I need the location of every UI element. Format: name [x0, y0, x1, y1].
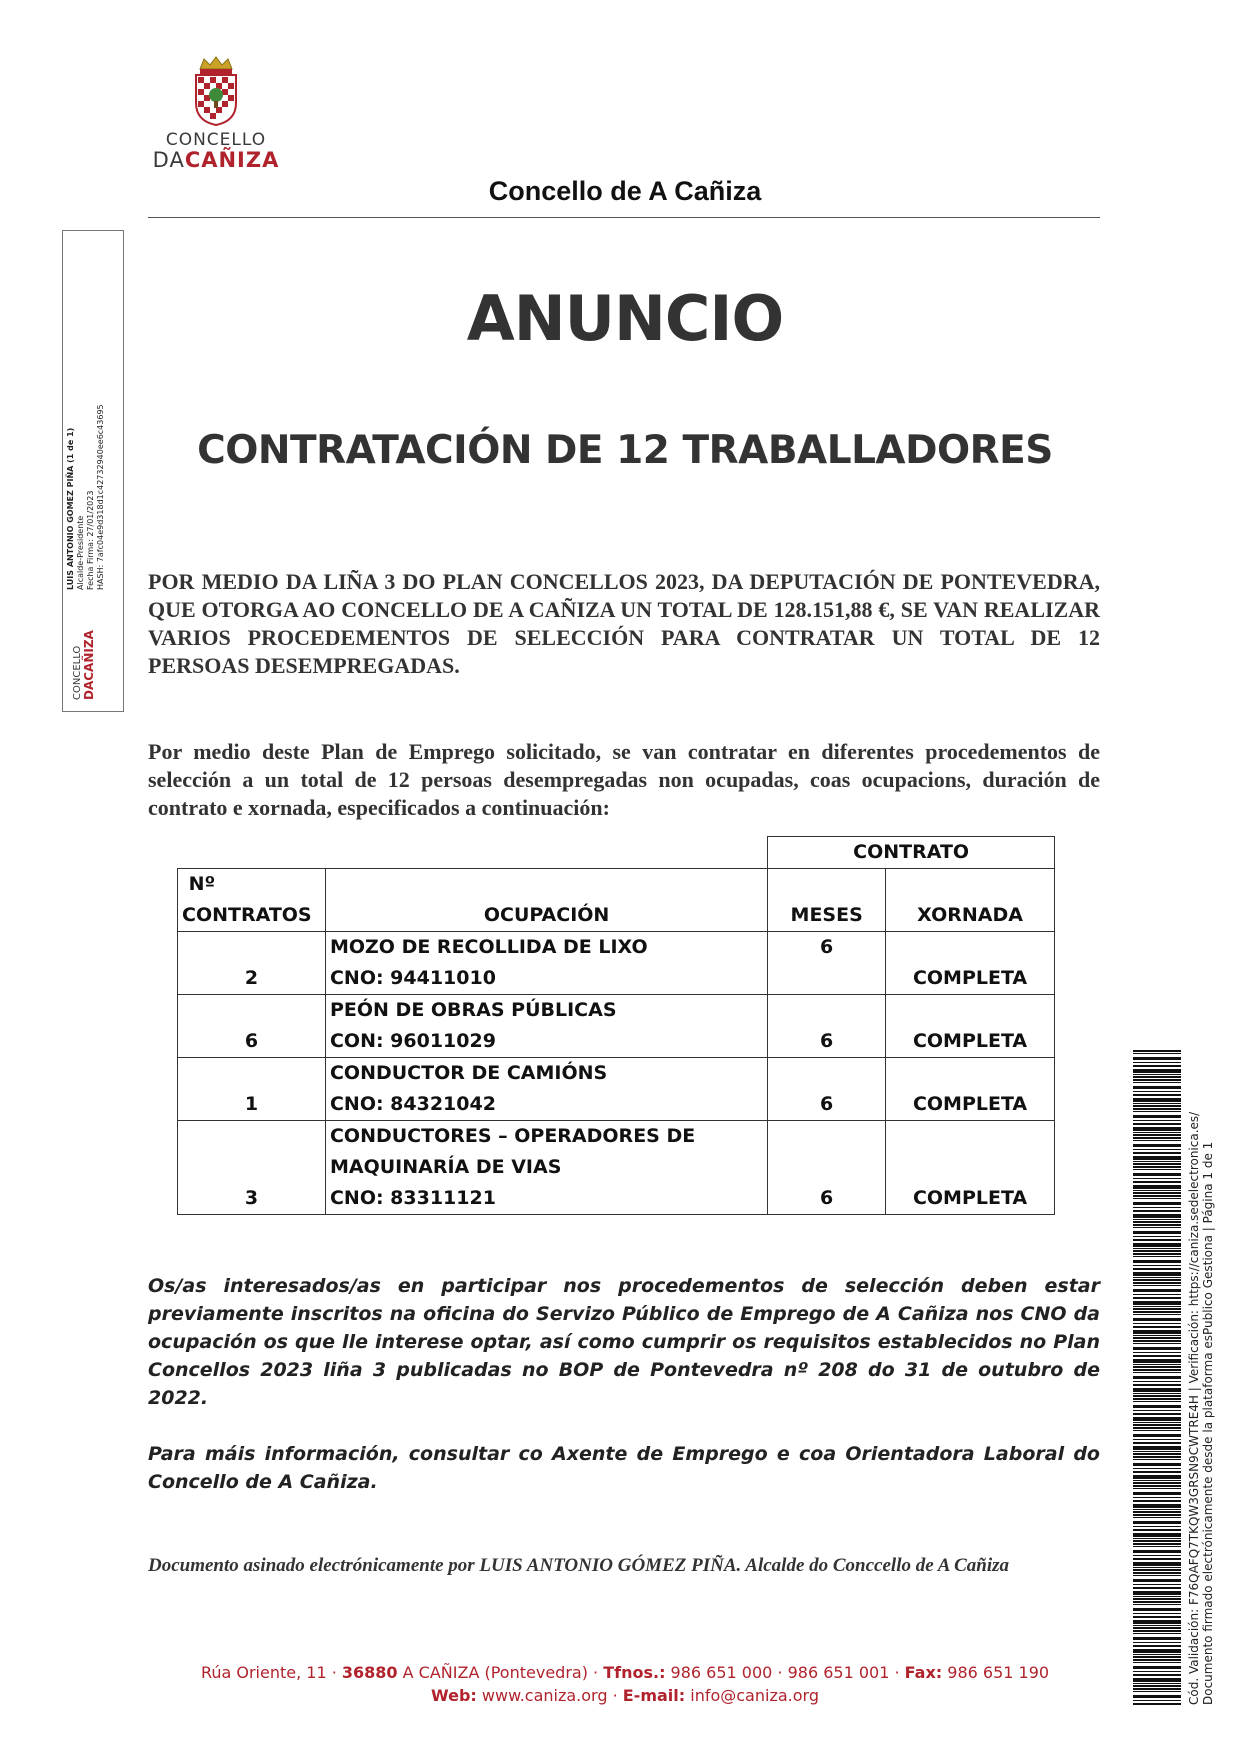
barcode-stripe [1133, 1285, 1181, 1286]
barcode-stripe [1133, 1533, 1181, 1537]
barcode-stripe [1133, 1446, 1181, 1450]
barcode-stripe [1133, 1398, 1181, 1400]
barcode-stripe [1133, 1195, 1181, 1197]
barcode-stripe [1133, 1439, 1181, 1440]
barcode-stripe [1133, 1337, 1181, 1339]
barcode-stripe [1133, 1645, 1181, 1647]
cell-meses: 6 [768, 1058, 886, 1121]
barcode-stripe [1133, 1656, 1181, 1658]
barcode-stripe [1133, 1134, 1181, 1136]
barcode-stripe [1133, 1691, 1181, 1692]
barcode-stripe [1133, 1318, 1181, 1321]
barcode-stripe [1133, 1364, 1181, 1365]
barcode-stripe [1133, 1430, 1181, 1431]
barcode-stripe [1133, 1468, 1181, 1469]
cell-meses: 6 [768, 1121, 886, 1215]
logo-text-concello: CONCELLO [165, 130, 267, 150]
barcode-stripe [1133, 1082, 1181, 1083]
barcode-stripe [1133, 1253, 1181, 1255]
col-header-n-contratos: Nº CONTRATOS [178, 869, 326, 932]
footer-address: Rúa Oriente, 11 · 36880 A CAÑIZA (Pontevedra) · Tfnos.: 986 651 000 · 986 651 001 · Fax: 986 651 190 [200, 1663, 1050, 1682]
barcode-stripe [1133, 1526, 1181, 1527]
barcode-stripe [1133, 1413, 1181, 1415]
barcode-stripe [1133, 1427, 1181, 1429]
barcode-stripe [1133, 1637, 1181, 1640]
barcode-stripe [1133, 1410, 1181, 1411]
barcode-stripe [1133, 1700, 1181, 1701]
barcode-stripe [1133, 1475, 1181, 1479]
table-row [178, 932, 1055, 995]
barcode-stripe [1133, 1627, 1181, 1629]
barcode-stripe [1133, 1422, 1181, 1423]
barcode-stripe [1133, 1546, 1181, 1547]
barcode-stripe [1133, 1123, 1181, 1125]
barcode-stripe [1133, 1376, 1181, 1379]
barcode-stripe [1133, 1558, 1181, 1560]
barcode-stripe [1133, 1355, 1181, 1357]
barcode-stripe [1133, 1268, 1181, 1270]
barcode-stripe [1133, 1239, 1181, 1241]
signature-stamp-text: LUIS ANTONIO GOMEZ PIÑA (1 de 1) Alcalde-Presidente Fecha Firma: 27/01/2023 HASH: 7afc04e9d318d1c42732940ee6c43695 [66, 404, 105, 590]
barcode-stripe [1133, 1434, 1181, 1437]
barcode-stripe [1133, 1642, 1181, 1643]
barcode-stripe [1133, 1456, 1181, 1458]
contracts-table [177, 836, 1055, 1215]
barcode-stripe [1133, 1567, 1181, 1568]
barcode-stripe [1133, 1685, 1181, 1687]
barcode-stripe [1133, 1062, 1181, 1063]
barcode-stripe [1133, 1111, 1181, 1112]
info-paragraph: Para máis información, consultar co Axente de Emprego e coa Orientadora Laboral do Concello de A Cañiza. [148, 1443, 1100, 1493]
barcode-stripe [1133, 1181, 1181, 1183]
barcode-stripe [1133, 1050, 1181, 1052]
col-header-xornada: XORNADA [886, 869, 1055, 932]
barcode-stripe [1133, 1076, 1181, 1078]
barcode-stripe [1133, 1703, 1181, 1705]
barcode-stripe [1133, 1250, 1181, 1252]
barcode-stripe [1133, 1326, 1181, 1328]
barcode-stripe [1133, 1659, 1181, 1661]
signature-stamp-logo: CONCELLO DACAÑIZA [72, 630, 96, 700]
header-divider [148, 217, 1100, 218]
barcode-stripe [1133, 1405, 1181, 1408]
barcode-stripe [1133, 1591, 1181, 1595]
barcode-stripe [1133, 1161, 1181, 1162]
barcode-stripe [1133, 1608, 1181, 1611]
barcode-stripe [1133, 1511, 1181, 1513]
barcode-stripe [1133, 1069, 1181, 1073]
barcode-stripe [1133, 1616, 1181, 1618]
cell-xornada: COMPLETA [886, 995, 1055, 1058]
barcode-stripe [1133, 1053, 1181, 1054]
barcode-stripe [1133, 1277, 1181, 1278]
barcode-stripe [1133, 1219, 1181, 1220]
page-title: ANUNCIO [466, 282, 784, 355]
table-row [178, 1121, 1055, 1215]
cell-xornada: COMPLETA [886, 1121, 1055, 1215]
barcode-stripe [1133, 1127, 1181, 1131]
barcode-stripe [1133, 1057, 1181, 1060]
barcode-stripe [1133, 1492, 1181, 1495]
barcode-stripe [1133, 1509, 1181, 1510]
logo-text-caniza: DACAÑIZA [152, 148, 280, 172]
barcode-stripe [1133, 1335, 1181, 1336]
validation-barcode [1133, 1050, 1181, 1705]
table-header-row [178, 869, 1055, 932]
barcode-stripe [1133, 1451, 1181, 1452]
barcode-stripe [1133, 1488, 1181, 1489]
cell-n: 3 [178, 1121, 326, 1215]
barcode-stripe [1133, 1630, 1181, 1632]
barcode-stripe [1133, 1572, 1181, 1574]
barcode-stripe [1133, 1453, 1181, 1455]
barcode-stripe [1133, 1198, 1181, 1199]
barcode-stripe [1133, 1120, 1181, 1121]
barcode-stripe [1133, 1683, 1181, 1684]
barcode-stripe [1133, 1079, 1181, 1081]
barcode-stripe [1133, 1388, 1181, 1392]
barcode-stripe [1133, 1169, 1181, 1170]
barcode-stripe [1133, 1311, 1181, 1313]
barcode-stripe [1133, 1654, 1181, 1655]
cell-xornada: COMPLETA [886, 1058, 1055, 1121]
barcode-stripe [1133, 1543, 1181, 1545]
barcode-stripe [1133, 1395, 1181, 1397]
barcode-stripe [1133, 1401, 1181, 1402]
verification-text: Cód. Validación: F76QAFQ7TKQW3GRSN9CWTRE4H | Verificación: https://caniza.sedelectronica.es/ Documento firmado electrónicamente desde la plataforma esPublico Gestiona | Página 1 de 1 [1187, 1111, 1215, 1705]
barcode-stripe [1133, 1347, 1181, 1350]
barcode-stripe [1133, 1256, 1181, 1257]
barcode-stripe [1133, 1207, 1181, 1208]
intro-paragraph: POR MEDIO DA LIÑA 3 DO PLAN CONCELLOS 2023, DA DEPUTACIÓN DE PONTEVEDRA, QUE OTORGA AO CONCELLO DE A CAÑIZA UN TOTAL DE 128.151,88 €, SE VAN REALIZAR VARIOS PROCEDEMENTOS DE SELECCIÓN PARA CONTRATAR UN TOTAL DE 12 PERSOAS DESEMPREGADAS. [148, 569, 1100, 678]
contrato-group-header: CONTRATO [768, 837, 1055, 869]
barcode-stripe [1133, 1163, 1181, 1165]
barcode-stripe [1133, 1575, 1181, 1576]
cell-n: 2 [178, 932, 326, 995]
barcode-stripe [1133, 1471, 1181, 1473]
cell-n: 6 [178, 995, 326, 1058]
col-header-ocupacion: OCUPACIÓN [325, 869, 767, 932]
barcode-stripe [1133, 1514, 1181, 1516]
barcode-stripe [1133, 1260, 1181, 1263]
barcode-stripe [1133, 1202, 1181, 1205]
barcode-stripe [1133, 1243, 1181, 1247]
barcode-stripe [1133, 1190, 1181, 1191]
barcode-stripe [1133, 1424, 1181, 1426]
barcode-stripe [1133, 1562, 1181, 1566]
barcode-stripe [1133, 1149, 1181, 1150]
barcode-stripe [1133, 1214, 1181, 1218]
signature-paragraph: Documento asinado electrónicamente por LUIS ANTONIO GÓMEZ PIÑA. Alcalde do Conccello de A Cañiza [148, 1555, 1009, 1576]
barcode-stripe [1133, 1140, 1181, 1141]
barcode-stripe [1133, 1485, 1181, 1487]
barcode-stripe [1133, 1695, 1181, 1698]
barcode-stripe [1133, 1504, 1181, 1508]
cell-ocupacion: PEÓN DE OBRAS PÚBLICAS CON: 96011029 [325, 995, 767, 1058]
barcode-stripe [1133, 1091, 1181, 1092]
footer-email-link[interactable]: info@caniza.org [685, 1686, 819, 1705]
barcode-stripe [1133, 1579, 1181, 1582]
barcode-stripe [1133, 1265, 1181, 1266]
barcode-stripe [1133, 1601, 1181, 1603]
barcode-stripe [1133, 1666, 1181, 1669]
barcode-stripe [1133, 1210, 1181, 1212]
barcode-stripe [1133, 1620, 1181, 1624]
barcode-stripe [1133, 1369, 1181, 1371]
barcode-stripe [1133, 1625, 1181, 1626]
barcode-stripe [1133, 1227, 1181, 1228]
plan-paragraph: Por medio deste Plan de Emprego solicitado, se van contratar en diferentes procedementos de selección a un total de 12 persoas desempregadas non ocupadas, coas ocupacions, duración de contrato e xornada, especificados a continuación: [148, 739, 1100, 820]
barcode-stripe [1133, 1540, 1181, 1542]
barcode-stripe [1133, 1086, 1181, 1089]
page-subtitle: CONTRATACIÓN DE 12 TRABALLADORES [197, 428, 1053, 473]
barcode-stripe [1133, 1352, 1181, 1353]
barcode-stripe [1133, 1094, 1181, 1096]
barcode-stripe [1133, 1517, 1181, 1518]
barcode-stripe [1133, 1185, 1181, 1189]
barcode-stripe [1133, 1231, 1181, 1234]
barcode-stripe [1133, 1272, 1181, 1276]
barcode-stripe [1133, 1550, 1181, 1553]
barcode-stripe [1133, 1678, 1181, 1682]
barcode-stripe [1133, 1649, 1181, 1653]
barcode-stripe [1133, 1688, 1181, 1690]
barcode-stripe [1133, 1497, 1181, 1498]
table-group-header-row [178, 837, 1055, 869]
barcode-stripe [1133, 1442, 1181, 1444]
barcode-stripe [1133, 1366, 1181, 1368]
barcode-stripe [1133, 1569, 1181, 1571]
barcode-stripe [1133, 1173, 1181, 1176]
barcode-stripe [1133, 1301, 1181, 1305]
barcode-stripe [1133, 1308, 1181, 1310]
barcode-stripe [1133, 1384, 1181, 1386]
barcode-stripe [1133, 1323, 1181, 1324]
barcode-stripe [1133, 1417, 1181, 1421]
cell-meses: 6 [768, 995, 886, 1058]
footer-web-link[interactable]: www.caniza.org · [476, 1686, 623, 1705]
barcode-stripe [1133, 1156, 1181, 1160]
cell-n: 1 [178, 1058, 326, 1121]
cell-ocupacion: CONDUCTOR DE CAMIÓNS CNO: 84321042 [325, 1058, 767, 1121]
barcode-stripe [1133, 1074, 1181, 1075]
barcode-stripe [1133, 1521, 1181, 1524]
barcode-stripe [1133, 1098, 1181, 1102]
barcode-stripe [1133, 1306, 1181, 1307]
col-header-meses: MESES [768, 869, 886, 932]
barcode-stripe [1133, 1459, 1181, 1460]
cell-xornada: COMPLETA [886, 932, 1055, 995]
barcode-stripe [1133, 1633, 1181, 1634]
barcode-stripe [1133, 1115, 1181, 1118]
barcode-stripe [1133, 1224, 1181, 1226]
barcode-stripe [1133, 1236, 1181, 1237]
barcode-stripe [1133, 1137, 1181, 1139]
barcode-stripe [1133, 1555, 1181, 1556]
barcode-stripe [1133, 1178, 1181, 1179]
barcode-stripe [1133, 1598, 1181, 1600]
coat-of-arms-icon [190, 55, 242, 127]
cell-meses: 6 [768, 932, 886, 995]
barcode-stripe [1133, 1671, 1181, 1672]
barcode-stripe [1133, 1343, 1181, 1344]
barcode-stripe [1133, 1065, 1181, 1067]
barcode-stripe [1133, 1132, 1181, 1133]
table-row [178, 1058, 1055, 1121]
barcode-stripe [1133, 1192, 1181, 1194]
barcode-stripe [1133, 1221, 1181, 1223]
barcode-stripe [1133, 1108, 1181, 1110]
barcode-stripe [1133, 1674, 1181, 1676]
barcode-stripe [1133, 1604, 1181, 1605]
barcode-stripe [1133, 1500, 1181, 1502]
barcode-stripe [1133, 1279, 1181, 1281]
barcode-stripe [1133, 1340, 1181, 1342]
barcode-stripe [1133, 1538, 1181, 1539]
barcode-stripe [1133, 1152, 1181, 1154]
barcode-stripe [1133, 1587, 1181, 1589]
barcode-stripe [1133, 1330, 1181, 1334]
barcode-stripe [1133, 1393, 1181, 1394]
concello-logo [150, 55, 282, 180]
barcode-stripe [1133, 1372, 1181, 1373]
barcode-stripe [1133, 1314, 1181, 1315]
barcode-stripe [1133, 1103, 1181, 1104]
footer-contact: Web: www.caniza.org · E-mail: info@caniza.org [431, 1686, 819, 1705]
barcode-stripe [1133, 1248, 1181, 1249]
barcode-stripe [1133, 1662, 1181, 1663]
barcode-stripe [1133, 1144, 1181, 1147]
barcode-stripe [1133, 1529, 1181, 1531]
header-title: Concello de A Cañiza [488, 176, 762, 206]
table-row [178, 995, 1055, 1058]
barcode-stripe [1133, 1289, 1181, 1292]
barcode-stripe [1133, 1359, 1181, 1363]
barcode-stripe [1133, 1463, 1181, 1466]
barcode-stripe [1133, 1294, 1181, 1295]
barcode-stripe [1133, 1297, 1181, 1299]
barcode-stripe [1133, 1482, 1181, 1484]
barcode-stripe [1133, 1381, 1181, 1382]
barcode-stripe [1133, 1596, 1181, 1597]
barcode-stripe [1133, 1282, 1181, 1284]
barcode-stripe [1133, 1613, 1181, 1614]
barcode-stripe [1133, 1105, 1181, 1107]
barcode-stripe [1133, 1584, 1181, 1585]
requirements-paragraph: Os/as interesados/as en participar nos procedementos de selección deben estar previamente inscritos na oficina do Servizo Público de Emprego de A Cañiza nos CNO da ocupación os que lle interese optar, así como cumprir os requisitos establecidos no Plan Concellos 2023 liña 3 publicadas no BOP de Pontevedra nº 208 do 31 de outubro de 2022. [148, 1275, 1100, 1409]
barcode-stripe [1133, 1480, 1181, 1481]
barcode-stripe [1133, 1166, 1181, 1168]
cell-ocupacion: MOZO DE RECOLLIDA DE LIXO CNO: 94411010 [325, 932, 767, 995]
cell-ocupacion: CONDUCTORES – OPERADORES DE MAQUINARÍA DE VIAS CNO: 83311121 [325, 1121, 767, 1215]
